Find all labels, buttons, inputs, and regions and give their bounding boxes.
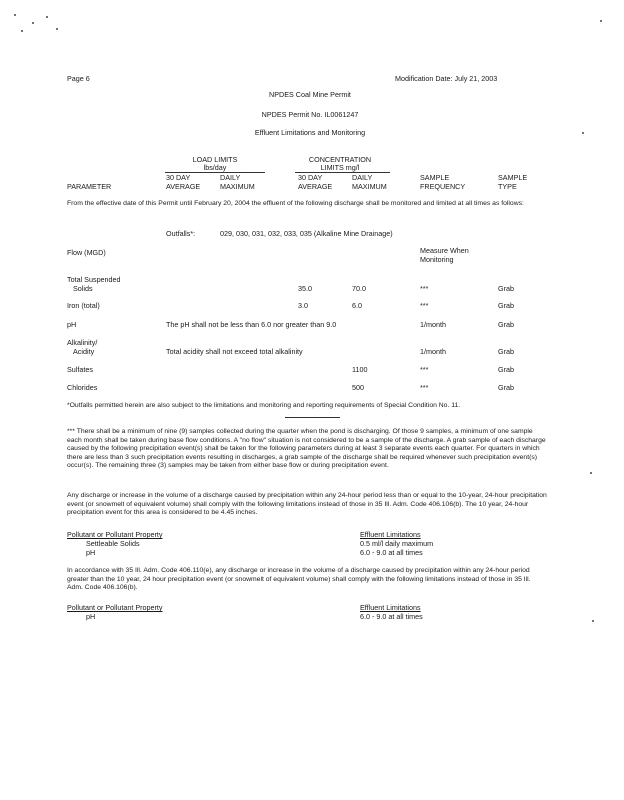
limits1-effluent-header: Effluent Limitations — [360, 530, 421, 539]
row-ph-type: Grab — [498, 320, 514, 329]
modification-date: Modification Date: July 21, 2003 — [395, 74, 498, 83]
scan-speck — [56, 28, 58, 30]
col-load-avg-1: 30 DAY — [166, 173, 191, 182]
row-alkalinity-parameter-1: Alkalinity/ — [67, 338, 98, 347]
row-chlorides-frequency: *** — [420, 383, 429, 392]
section-divider — [285, 417, 340, 418]
col-type-1: SAMPLE — [498, 173, 528, 182]
page-number: Page 6 — [67, 74, 90, 83]
row-tss-parameter-1: Total Suspended — [67, 275, 121, 284]
row-tss-max: 70.0 — [352, 284, 366, 293]
row-iron-parameter: Iron (total) — [67, 301, 100, 310]
outfall-footnote: *Outfalls permitted herein are also subject to the limitations and monitoring and reporting requirements of Special Condition No. 11. — [67, 402, 461, 409]
greater-event-paragraph: In accordance with 35 Ill. Adm. Code 406.110(e), any discharge or increase in the volume of a discharge caused by precipitation within any 24-hour period greater than the 10 year, 24 hour precipitation event (or snowmelt of equivalent volume) shall comply with the following limitations instead of those in 35 Ill. Adm. Code 406.106(b). — [67, 567, 531, 592]
row-alkalinity-parameter-2: Acidity — [73, 347, 95, 356]
row-ph-note: The pH shall not be less than 6.0 nor greater than 9.0 — [166, 320, 337, 329]
scan-speck — [592, 620, 594, 622]
ten-year-event-paragraph: Any discharge or increase in the volume of a discharge caused by precipitation within any 24-hour period less than or equal to the 10-year, 24-hour precipitation event (or snowmelt of equivalent volume) shall comply with the following limitations instead of those in 35 Ill. Adm. Code 406.106(b). The 10 year, 24-hour precipitation event for this area is considered to be 4.45 inches. — [67, 492, 547, 517]
row-sulfates-type: Grab — [498, 365, 514, 374]
row-chlorides-type: Grab — [498, 383, 514, 392]
limits2-effluent-header: Effluent Limitations — [360, 603, 421, 612]
load-limits-units: lbs/day — [203, 163, 227, 172]
col-freq-2: FREQUENCY — [420, 182, 466, 191]
outfalls-value: 029, 030, 031, 032, 033, 035 (Alkaline Mine Drainage) — [220, 229, 393, 238]
col-freq-1: SAMPLE — [420, 173, 450, 182]
row-tss-type: Grab — [498, 284, 514, 293]
row-tss-avg: 35.0 — [298, 284, 312, 293]
concentration-header: CONCENTRATION — [308, 155, 372, 164]
section-subtitle: Effluent Limitations and Monitoring — [254, 128, 366, 137]
col-type-2: TYPE — [498, 182, 517, 191]
col-parameter: PARAMETER — [67, 182, 112, 191]
scan-speck — [32, 22, 34, 24]
row-flow-frequency-1: Measure When — [420, 246, 469, 255]
limits2-row1-limit: 6.0 - 9.0 at all times — [360, 612, 423, 621]
row-iron-type: Grab — [498, 301, 514, 310]
scan-speck — [14, 14, 16, 16]
limits2-row1-pollutant: pH — [86, 612, 96, 621]
limits1-row2-limit: 6.0 - 9.0 at all times — [360, 548, 423, 557]
row-iron-avg: 3.0 — [298, 301, 308, 310]
row-chlorides-parameter: Chlorides — [67, 383, 98, 392]
row-ph-parameter: pH — [67, 320, 77, 329]
row-alkalinity-type: Grab — [498, 347, 514, 356]
col-conc-max-2: MAXIMUM — [352, 182, 387, 191]
scan-speck — [590, 472, 592, 474]
limits1-row2-pollutant: pH — [86, 548, 96, 557]
scan-speck — [582, 132, 584, 134]
row-sulfates-max: 1100 — [352, 365, 368, 374]
row-iron-max: 6.0 — [352, 301, 362, 310]
scan-speck — [21, 30, 23, 32]
limits2-pollutant-header: Pollutant or Pollutant Property — [67, 603, 163, 612]
row-flow-parameter: Flow (MGD) — [67, 248, 106, 257]
permit-number: NPDES Permit No. IL0061247 — [261, 110, 359, 119]
limits1-row1-pollutant: Settleable Solids — [86, 539, 140, 548]
row-sulfates-frequency: *** — [420, 365, 429, 374]
row-flow-frequency-2: Monitoring — [420, 255, 454, 264]
row-tss-frequency: *** — [420, 284, 429, 293]
col-conc-max-1: DAILY — [352, 173, 373, 182]
row-sulfates-parameter: Sulfates — [67, 365, 93, 374]
concentration-units: LIMITS mg/l — [320, 163, 360, 172]
limits1-pollutant-header: Pollutant or Pollutant Property — [67, 530, 163, 539]
scan-speck — [46, 16, 48, 18]
limits1-row1-limit: 0.5 ml/l daily maximum — [360, 539, 434, 548]
col-load-max-2: MAXIMUM — [220, 182, 255, 191]
intro-paragraph: From the effective date of this Permit until February 20, 2004 the effluent of the following discharge shall be monitored and limited at all times as follows: — [67, 200, 524, 207]
scan-speck — [600, 20, 602, 22]
sampling-paragraph: *** There shall be a minimum of nine (9) samples collected during the quarter when the pond is discharging. Of those 9 samples, a minimum of one sample each month shall be taken during base flow conditions. A "no flow" situation is not considered to be a sample of the discharge. A grab sample of each discharge caused by the following precipitation event(s) shall be taken for the following parameters during at least 3 separate events each quarter. For quarters in which there are less than 3 such precipitation events resulting in discharges, a grab sample of the discharge shall be required whenever such precipitation event(s) occur(s). The remaining three (3) samples may be taken from either base flow or during precipitation event. — [67, 428, 546, 470]
col-load-avg-2: AVERAGE — [166, 182, 201, 191]
col-conc-avg-2: AVERAGE — [298, 182, 333, 191]
outfalls-label: Outfalls*: — [166, 229, 196, 238]
document-title: NPDES Coal Mine Permit — [269, 90, 351, 99]
row-alkalinity-frequency: 1/month — [420, 347, 446, 356]
row-chlorides-max: 500 — [352, 383, 364, 392]
load-limits-header: LOAD LIMITS — [192, 155, 238, 164]
row-alkalinity-note: Total acidity shall not exceed total alkalinity — [166, 347, 303, 356]
row-ph-frequency: 1/month — [420, 320, 446, 329]
row-tss-parameter-2: Solids — [73, 284, 93, 293]
row-iron-frequency: *** — [420, 301, 429, 310]
col-load-max-1: DAILY — [220, 173, 241, 182]
col-conc-avg-1: 30 DAY — [298, 173, 323, 182]
